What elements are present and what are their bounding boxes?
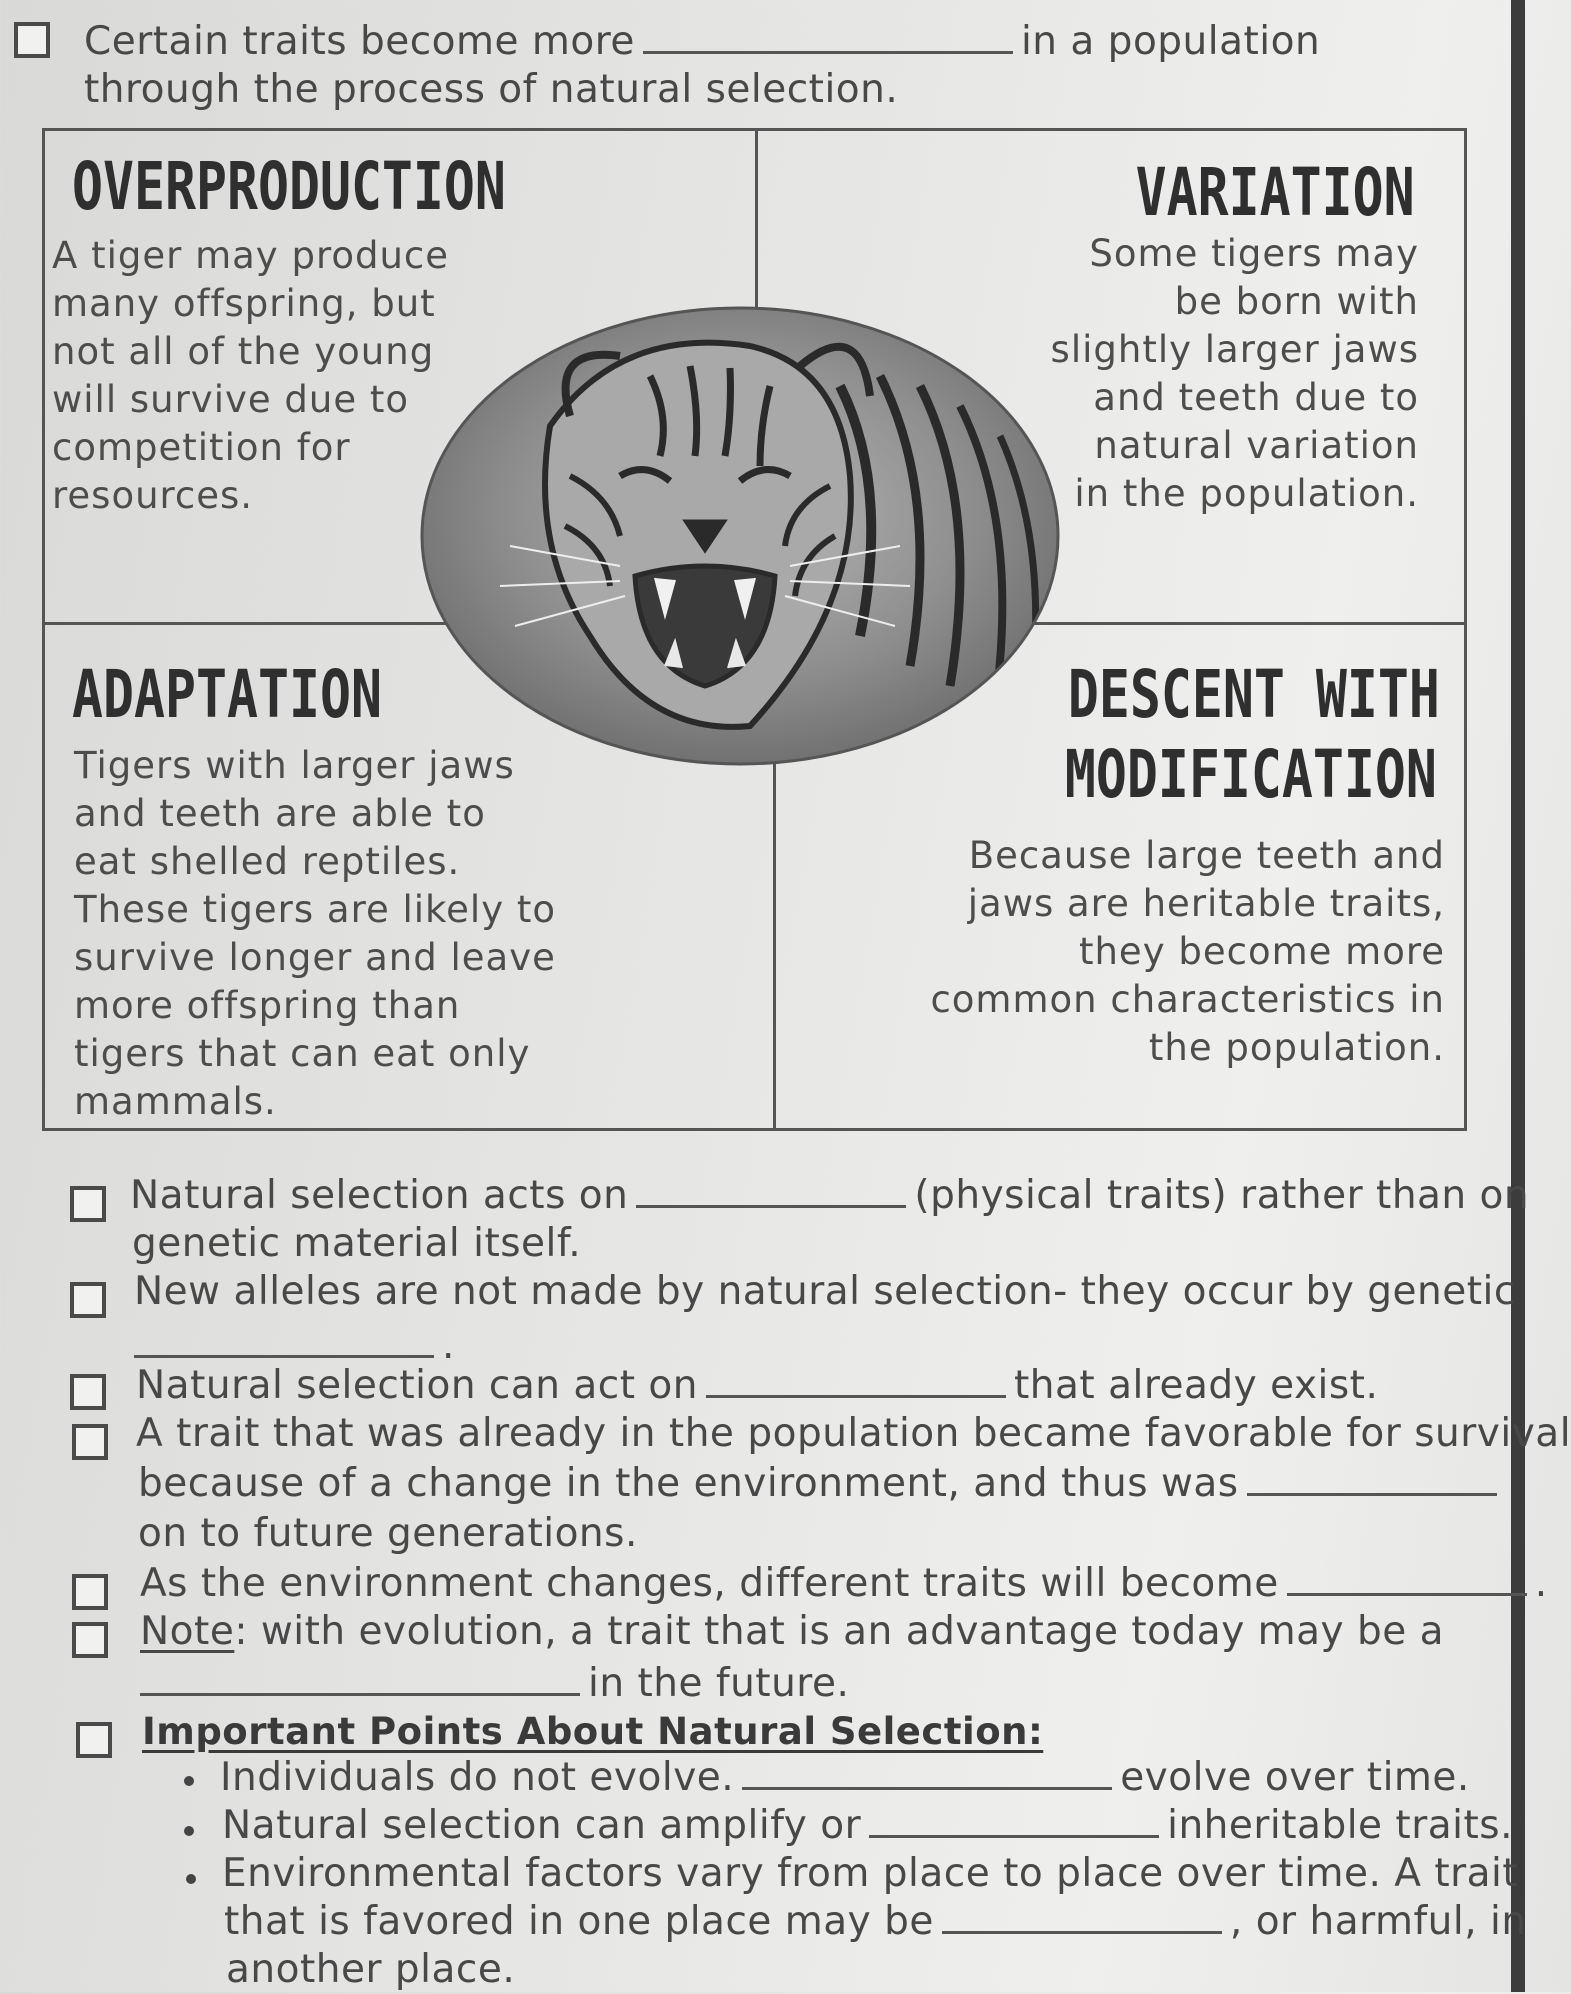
intro-line-2: through the process of natural selection. <box>84 67 899 112</box>
variation-title: VARIATION <box>1136 154 1415 231</box>
checkbox-note-3[interactable] <box>70 1374 106 1410</box>
bullet-1 <box>184 1776 194 1786</box>
bullet-2 <box>184 1826 194 1836</box>
bullet-3-line-1: Environmental factors vary from place to place over time. A trait <box>222 1851 1519 1896</box>
checkbox-intro[interactable] <box>14 22 50 58</box>
blank-bullet-3[interactable] <box>942 1930 1222 1934</box>
blank-intro[interactable] <box>643 50 1013 54</box>
checkbox-note-1[interactable] <box>70 1186 106 1222</box>
blank-note-3[interactable] <box>706 1394 1006 1398</box>
overproduction-text: A tiger may produce many offspring, but not all of the young will survive due to competition for resources. <box>52 234 450 517</box>
checkbox-note-5[interactable] <box>72 1574 108 1610</box>
blank-bullet-2[interactable] <box>869 1834 1159 1838</box>
blank-note-2[interactable] <box>134 1354 434 1358</box>
bullet-3 <box>186 1874 196 1884</box>
adaptation-title: ADAPTATION <box>72 656 382 733</box>
adaptation-text: Tigers with larger jaws and teeth are able to eat shelled reptiles. These tigers are likely to survive longer and leave more offspring than tigers that can eat only mammals. <box>74 744 557 1123</box>
note-6-line-2: in the future. <box>140 1660 849 1708</box>
checkbox-note-4[interactable] <box>72 1424 108 1460</box>
blank-note-5[interactable] <box>1287 1592 1527 1596</box>
note-2-line-1: New alleles are not made by natural selection- they occur by genetic <box>134 1269 1516 1314</box>
grid-divider-vertical-bottom <box>773 760 776 1131</box>
checkbox-important[interactable] <box>76 1722 112 1758</box>
note-5-line: As the environment changes, different traits will become . <box>140 1561 1548 1606</box>
intro-line-1: Certain traits become more in a population <box>84 19 1321 64</box>
note-label: Note <box>140 1609 235 1654</box>
blank-note-6[interactable] <box>140 1692 580 1696</box>
blank-bullet-1[interactable] <box>742 1786 1112 1790</box>
note-6-line-1: Note: with evolution, a trait that is an advantage today may be a <box>140 1609 1445 1654</box>
variation-text: Some tigers may be born with slightly larger jaws and teeth due to natural variation in the population. <box>1050 232 1419 515</box>
tiger-photo-icon <box>420 306 1060 766</box>
note-4-line-3: on to future generations. <box>138 1511 638 1556</box>
descent-title-1: DESCENT WITH <box>1068 656 1440 733</box>
note-2-line-2: . <box>134 1322 455 1370</box>
note-3-line: Natural selection can act on that already exist. <box>136 1363 1379 1408</box>
blank-note-4[interactable] <box>1247 1492 1497 1496</box>
bullet-3-line-2: that is favored in one place may be , or harmful, in <box>224 1899 1527 1944</box>
bullet-2-line: Natural selection can amplify or inheritable traits. <box>222 1803 1513 1848</box>
grid-divider-vertical-top <box>755 128 758 318</box>
note-1-line-1: Natural selection acts on (physical traits) rather than on <box>130 1173 1530 1218</box>
descent-text: Because large teeth and jaws are heritable traits, they become more common characteristics in the population. <box>930 834 1445 1069</box>
important-points-title: Important Points About Natural Selection: <box>142 1710 1044 1753</box>
checkbox-note-6[interactable] <box>72 1622 108 1658</box>
note-1-line-2: genetic material itself. <box>132 1221 582 1266</box>
note-4-line-2: because of a change in the environment, and thus was <box>138 1460 1505 1508</box>
descent-title-2: MODIFICATION <box>1065 736 1437 813</box>
note-4-line-1: A trait that was already in the population became favorable for survival <box>136 1411 1571 1456</box>
page-edge <box>1511 0 1525 1992</box>
bullet-1-line: Individuals do not evolve. evolve over time. <box>220 1755 1470 1800</box>
checkbox-note-2[interactable] <box>70 1282 106 1318</box>
bullet-3-line-3: another place. <box>226 1947 516 1992</box>
overproduction-title: OVERPRODUCTION <box>72 148 506 225</box>
blank-note-1[interactable] <box>636 1204 906 1208</box>
